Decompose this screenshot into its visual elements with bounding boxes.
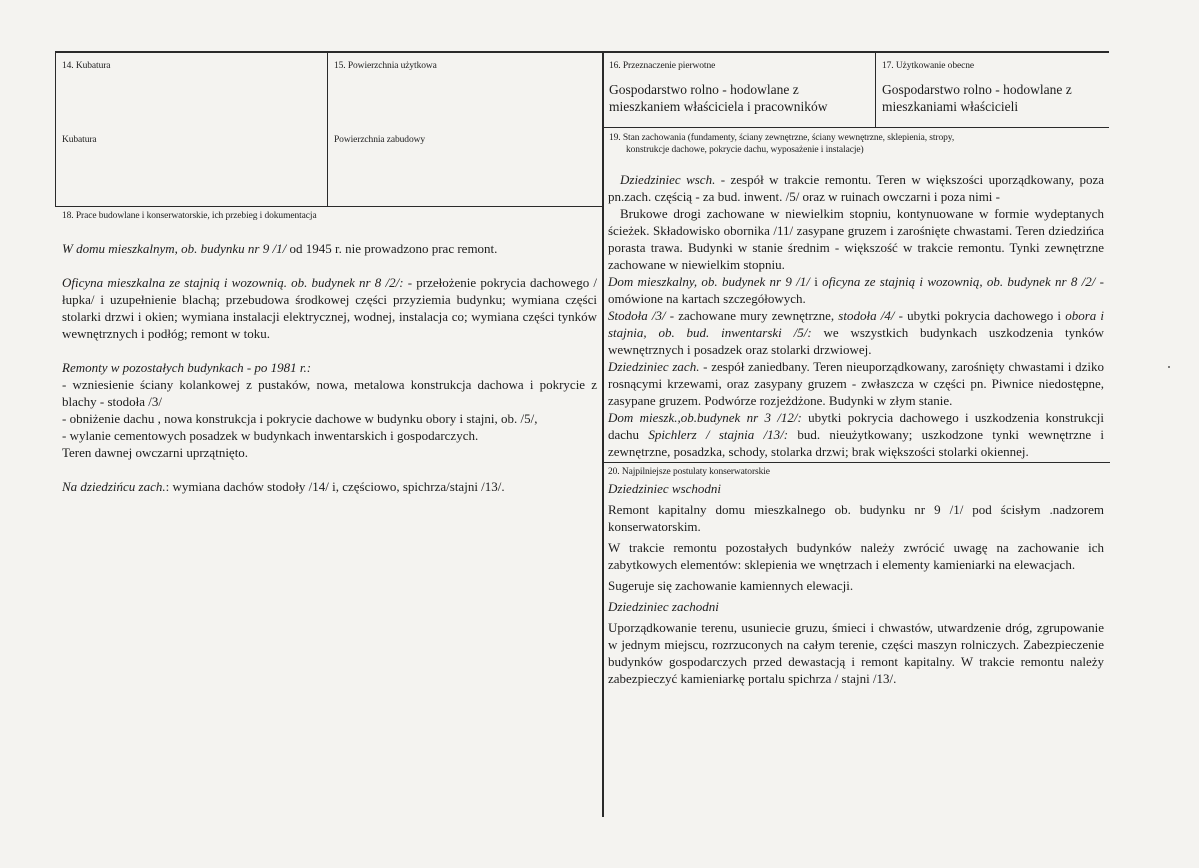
field-15-sublabel: Powierzchnia zabudowy xyxy=(334,135,426,145)
stan-paragraph-stodola: Stodoła /3/ - zachowane mury zewnętrzne, stodoła /4/ - ubytki pokrycia dachowego i obora i stajnia, ob. bud. inwentarski /5/: we wszystkich budynkach uszkodzenia tynków wewnętrznych i posadzek oraz stolarki drzwiowej. xyxy=(608,308,1105,357)
field-17-label: 17. Użytkowanie obecne xyxy=(882,61,974,71)
field-18-body xyxy=(62,240,597,495)
left-border xyxy=(55,51,56,207)
divider-h-left xyxy=(55,206,603,207)
divider-h-upper-right xyxy=(603,127,1109,128)
field-16-label: 16. Przeznaczenie pierwotne xyxy=(609,61,716,71)
prace-paragraph-zach: Na dziedzińcu zach.: wymiana dachów stodoły /14/ i, częściowo, spichrza/stajni /13/. xyxy=(62,479,505,494)
field-18-label: 18. Prace budowlane i konserwatorskie, ich przebieg i dokumentacja xyxy=(62,211,317,221)
stan-paragraph-west: Dziedziniec zach. - zespół zaniedbany. Teren nieuporządkowany, zarośnięty chwastami i dziko rosnącymi krzewami, oraz zasypany gruzem - zwłaszcza w części pn. Piwnice niedostępne, zasypane gruzem. Podwórze rozjeżdżone. Budynki w złym stanie. xyxy=(608,359,1104,408)
field-19-label-cont: konstrukcje dachowe, pokrycie dachu, wyposażenie i instalacje) xyxy=(626,145,864,155)
field-20-label: 20. Najpilniejsze postulaty konserwatorskie xyxy=(608,467,770,477)
stan-paragraph-dom: Dom mieszkalny, ob. budynek nr 9 /1/ i oficyna ze stajnią i wozownią, ob. budynek nr 8 /2/ - omówione na kartach szczegółowych. xyxy=(608,274,1104,306)
field-17-value: Gospodarstwo rolno - hodowlane z mieszkaniami właścicieli xyxy=(882,82,1072,114)
stan-paragraph-buildings: Dom mieszk.,ob.budynek nr 3 /12/: ubytki pokrycia dachowego i uszkodzenia konstrukcji dachu Spichlerz / stajnia /13/: bud. nieużytkowany; uszkodzone tynki wewnętrzne i zewnętrzne, posadzka, schody, stolarka drzwi; brak większości stolarki okiennej. xyxy=(608,410,1104,459)
field-14-label: 14. Kubatura xyxy=(62,61,111,71)
divider-field-20 xyxy=(602,462,1110,463)
top-border xyxy=(55,51,1109,53)
field-19-body xyxy=(608,171,1104,687)
prace-item-1: - wzniesienie ściany kolankowej z pustaków, nowa, metalowa konstrukcja dachowa i pokrycie z blachy - stodoła /3/ xyxy=(62,377,597,409)
scan-speck xyxy=(1168,366,1170,368)
postulaty-heading-east: Dziedziniec wschodni xyxy=(608,481,722,496)
divider-v2 xyxy=(602,51,604,817)
postulaty-paragraph-1: Remont kapitalny domu mieszkalnego ob. budynku nr 9 /1/ pod ścisłym .nadzorem konserwatorskim. xyxy=(608,502,1104,534)
prace-item-4: Teren dawnej owczarni uprzątnięto. xyxy=(62,445,249,460)
divider-v3 xyxy=(875,51,876,128)
postulaty-paragraph-4: Uporządkowanie terenu, usuniecie gruzu, śmieci i chwastów, utwardzenie dróg, zgrupowanie w jednym miejscu, rozrzuconych na całym terenie, części maszyn rolniczych. Zabezpieczenie budynków gospodarczych przed dewastacją i remont kapitalny. W trakcie remontu należy zabezpieczyć kamieniarkę portalu spichrza / stajni /13/. xyxy=(608,620,1104,686)
prace-item-3: - wylanie cementowych posadzek w budynkach inwentarskich i gospodarczych. xyxy=(62,428,479,443)
prace-paragraph-oficyna: Oficyna mieszkalna ze stajnią i wozownią. ob. budynek nr 8 /2/: - przełożenie pokrycia dachowego /łupka/ i uzupełnienie blachą; przebudowa środkowej części przyziemia budynku; wymiana części stolarki drzwi i okien; wymiana instalacji elektrycznej, wodnej, instalacja co; wymiana części tynków wewnętrznych i podłóg; remont w toku. xyxy=(62,275,597,341)
prace-item-2: - obniżenie dachu , nowa konstrukcja i pokrycie dachowe w budynku obory i stajni, ob. /5/, xyxy=(62,411,538,426)
field-14-sublabel: Kubatura xyxy=(62,135,97,145)
postulaty-paragraph-3: Sugeruje się zachowanie kamiennych elewacji. xyxy=(608,578,854,593)
prace-paragraph-dom: W domu mieszkalnym, ob. budynku nr 9 /1/ od 1945 r. nie prowadzono prac remont. xyxy=(62,241,498,256)
field-15-label: 15. Powierzchnia użytkowa xyxy=(334,61,437,71)
field-16-value: Gospodarstwo rolno - hodowlane z mieszkaniem właściciela i pracowników xyxy=(609,82,828,114)
postulaty-heading-west: Dziedziniec zachodni xyxy=(608,599,719,614)
postulaty-paragraph-2: W trakcie remontu pozostałych budynków należy zwrócić uwagę na zachowanie ich zabytkowych elementów: sklepienia we wnętrzach i elementy kamieniarki na elewacjach. xyxy=(608,540,1104,572)
divider-v1 xyxy=(327,51,328,207)
stan-paragraph-east: Dziedziniec wsch. - zespół w trakcie remontu. Teren w większości uporządkowany, poza pn.zach. częścią - za bud. inwent. /5/ oraz w ruinach owczarni i poza nimi - xyxy=(608,172,1104,204)
field-19-label: 19. Stan zachowania (fundamenty, ściany zewnętrzne, ściany wewnętrzne, sklepienia, stropy, xyxy=(609,133,955,143)
prace-heading-remonty: Remonty w pozostałych budynkach - po 1981 r.: xyxy=(62,360,312,375)
stan-paragraph-roads: Brukowe drogi zachowane w niewielkim stopniu, kontynuowane w formie wydeptanych ścieżek. Składowisko obornika /11/ zasypane gruzem i zarośnięte chwastami. Teren dziedzińca porasta trawa. Budynki w stanie średnim - większość w trakcie remontu. Tynki zewnętrzne zachowane w niewielkim stopniu. xyxy=(608,206,1104,272)
